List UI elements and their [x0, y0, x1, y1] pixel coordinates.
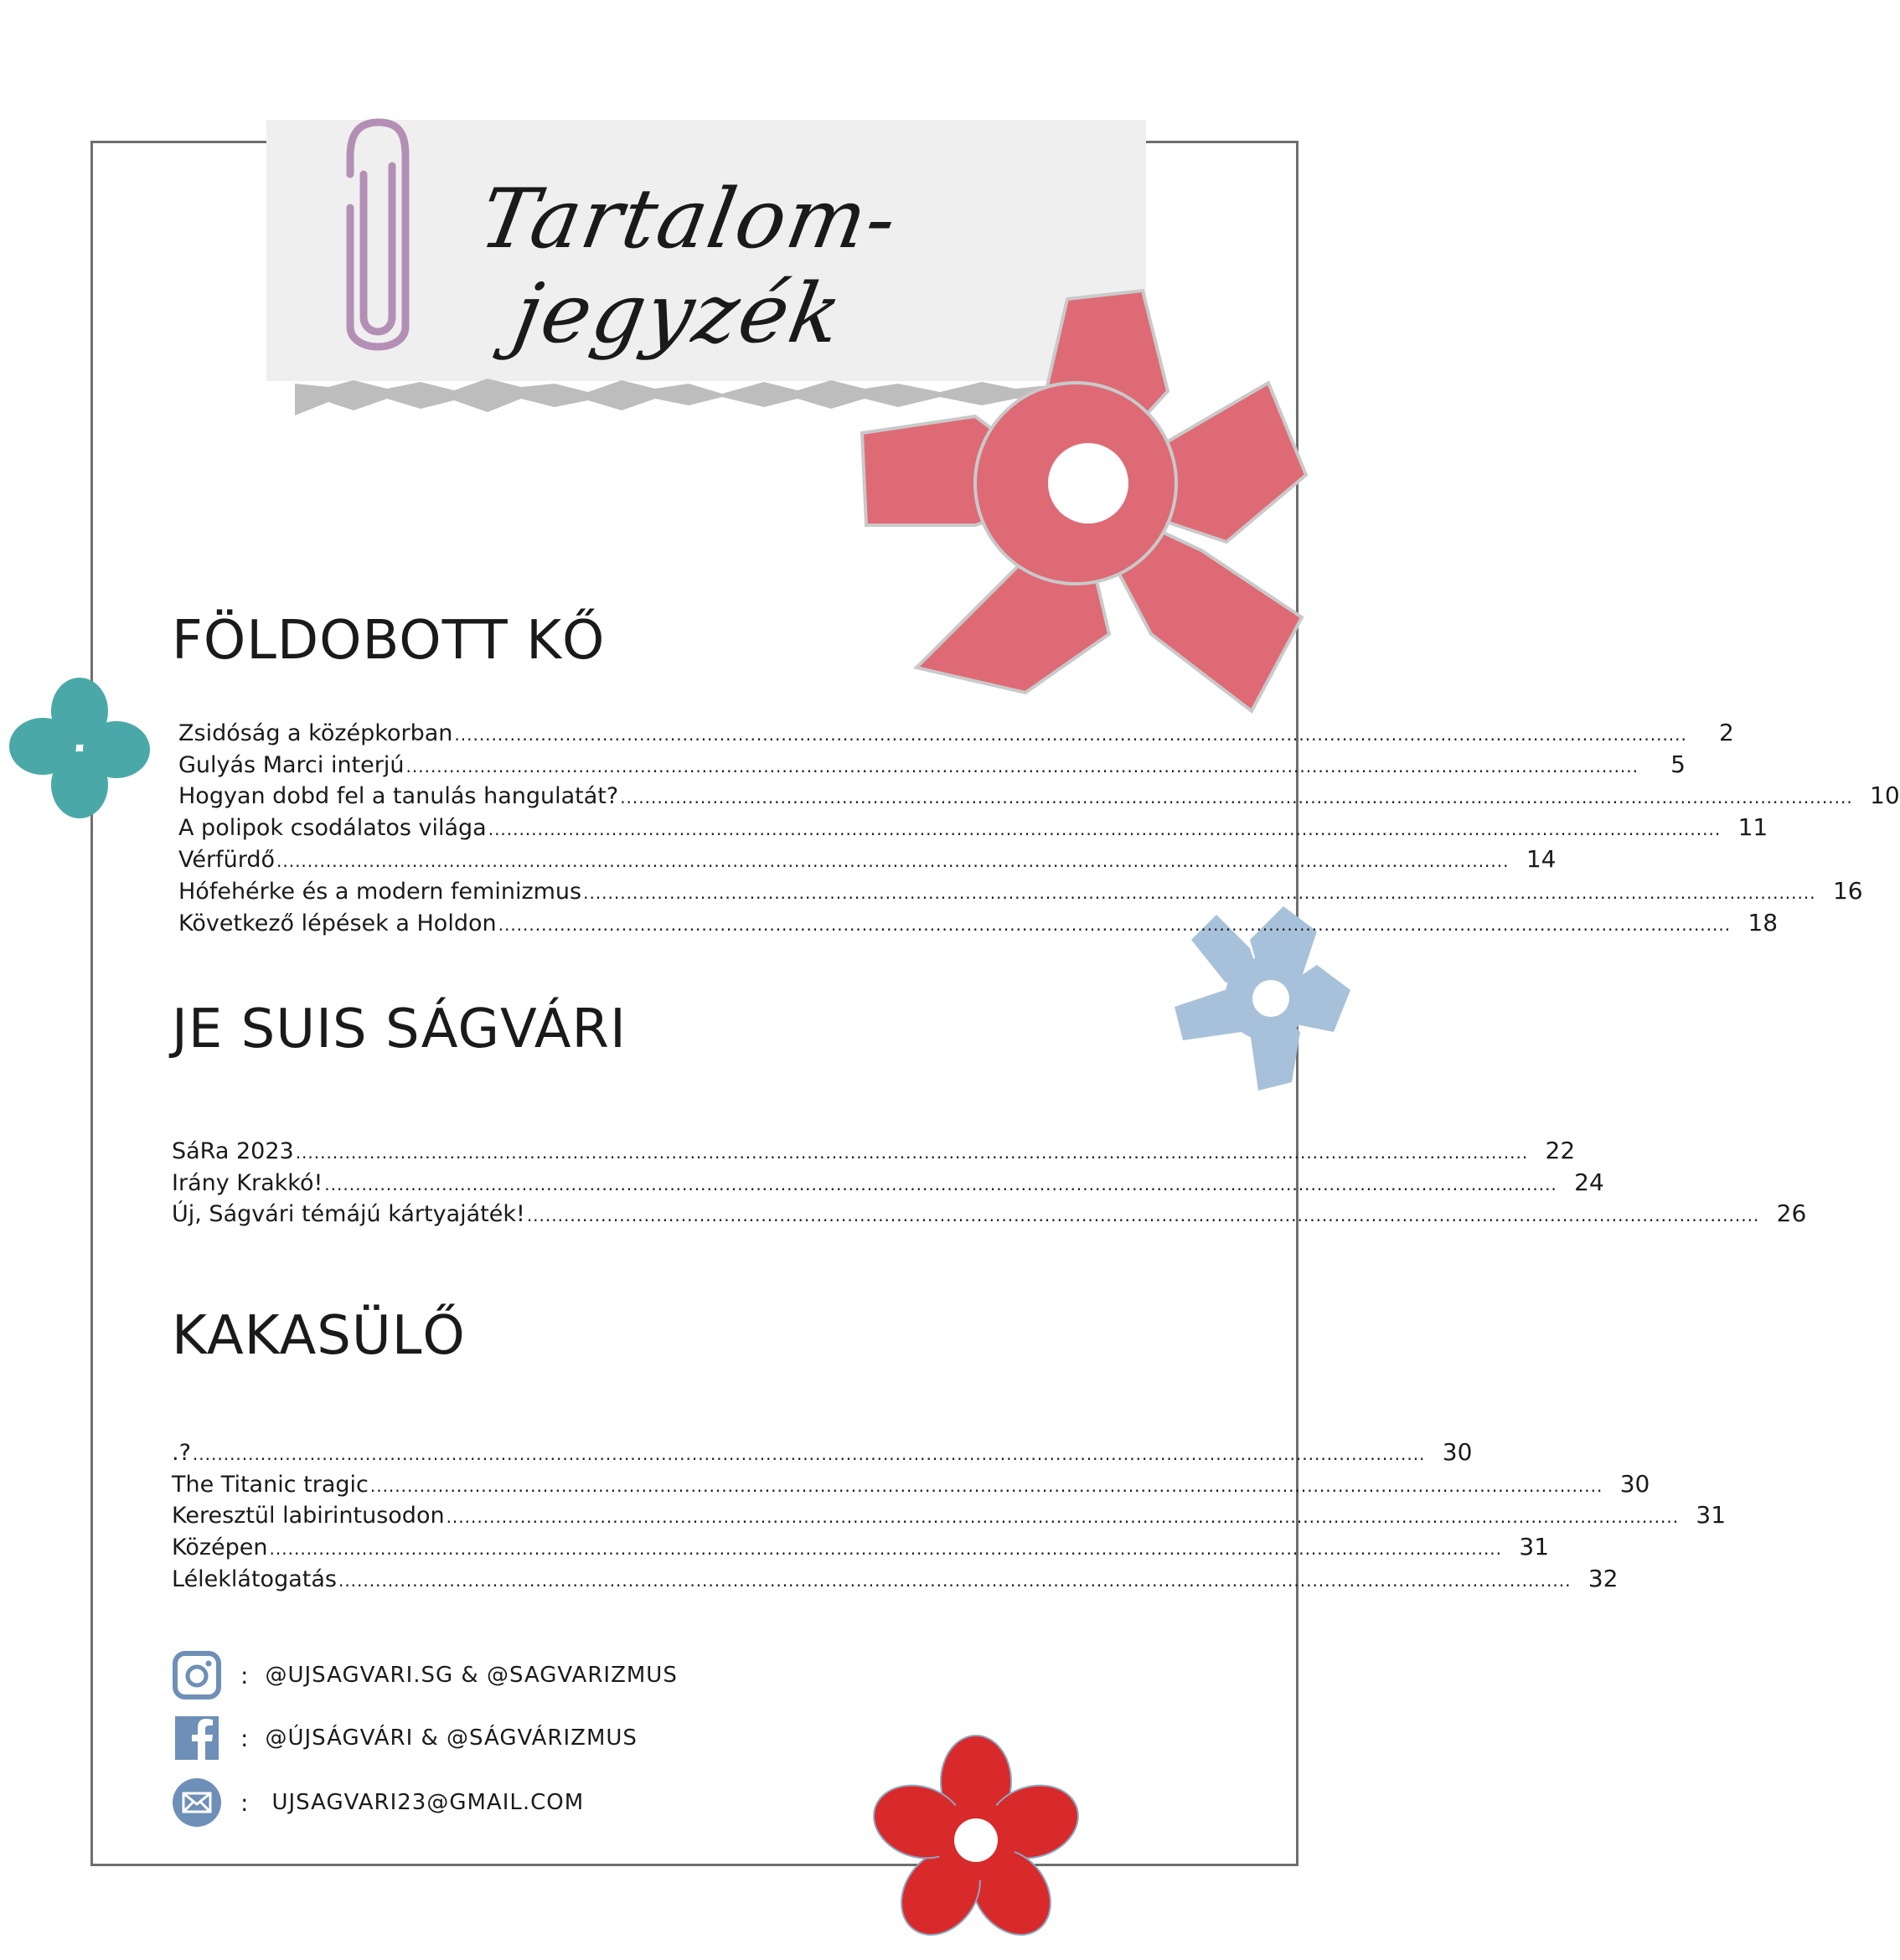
toc-entry-page: 5 — [1670, 750, 1686, 778]
toc-entry[interactable] — [178, 873, 1863, 905]
section-title-foldobott-ko: FÖLDOBOTT KŐ — [172, 610, 606, 672]
toc-entry-title: Gulyás Marci interjú — [178, 751, 405, 778]
contact-email-text: UJSAGVARI23@GMAIL.COM — [271, 1790, 585, 1815]
toc-entry-title: A polipok csodálatos világa — [178, 815, 487, 842]
toc-entry[interactable] — [178, 809, 1768, 842]
mail-icon — [172, 1777, 222, 1828]
contact-facebook[interactable] — [172, 1713, 638, 1763]
toc-entry-title: The Titanic tragic — [172, 1471, 369, 1498]
toc-list-je-suis-sagvari — [172, 1132, 1807, 1228]
toc-entry[interactable] — [172, 1164, 1604, 1196]
toc-entry-page: 10 — [1870, 781, 1900, 810]
page-title-line-2: jegyzék — [506, 266, 850, 362]
toc-entry-title: Léleklátogatás — [172, 1565, 337, 1592]
section-title-je-suis-sagvari: JE SUIS SÁGVÁRI — [172, 998, 627, 1060]
toc-entry[interactable] — [172, 1560, 1619, 1592]
page-title-line-1: Tartalom- — [472, 172, 906, 267]
toc-entry-title: Irány Krakkó! — [172, 1169, 323, 1196]
toc-entry[interactable] — [172, 1498, 1727, 1529]
red-flower-icon — [871, 1736, 1081, 1945]
contact-separator: : — [240, 1788, 249, 1817]
toc-leader-dots: ........................................................................................................................................................................................................ — [583, 882, 1816, 903]
toc-entry-page: 31 — [1696, 1501, 1727, 1529]
contact-separator: : — [240, 1661, 249, 1689]
pink-flower-icon — [848, 272, 1310, 708]
toc-leader-dots: ........................................................................................................................................................................................................ — [324, 1173, 1557, 1194]
teal-flower-icon — [8, 675, 151, 818]
toc-entry-title: Zsidóság a középkorban — [178, 720, 453, 746]
contact-facebook-text: @ÚJSÁGVÁRI & @SÁGVÁRIZMUS — [265, 1725, 638, 1751]
toc-leader-dots: ........................................................................................................................................................................................................ — [488, 819, 1722, 840]
paperclip-icon — [338, 107, 419, 367]
toc-leader-dots: ........................................................................................................................................................................................................ — [369, 1475, 1603, 1496]
toc-entry-title: Vérfürdő — [178, 846, 275, 873]
toc-entry[interactable] — [172, 1132, 1576, 1164]
toc-entry-page: 11 — [1737, 813, 1768, 842]
toc-entry-page: 16 — [1832, 876, 1863, 905]
toc-entry-title: SáRa 2023 — [172, 1137, 294, 1164]
toc-entry-page: 31 — [1519, 1533, 1550, 1561]
toc-entry-title: Középen — [172, 1534, 268, 1561]
section-title-kakasulo: KAKASÜLŐ — [172, 1305, 466, 1367]
toc-entry-page: 2 — [1719, 718, 1734, 746]
toc-entry-page: 24 — [1574, 1168, 1604, 1196]
toc-list-kakasulo — [172, 1434, 1727, 1592]
contact-email[interactable] — [172, 1777, 584, 1828]
toc-leader-dots: ........................................................................................................................................................................................................ — [620, 787, 1853, 808]
toc-leader-dots: ........................................................................................................................................................................................................ — [338, 1570, 1572, 1591]
toc-leader-dots: ........................................................................................................................................................................................................ — [498, 914, 1732, 935]
toc-entry-page: 30 — [1442, 1437, 1473, 1466]
facebook-icon — [172, 1713, 222, 1763]
toc-entry-page: 32 — [1588, 1564, 1619, 1592]
toc-entry[interactable] — [178, 778, 1900, 810]
toc-entry[interactable] — [178, 714, 1734, 746]
toc-entry-title: .? — [172, 1439, 191, 1466]
toc-leader-dots: ........................................................................................................................................................................................................ — [276, 850, 1510, 871]
toc-entry-page: 30 — [1619, 1469, 1650, 1498]
toc-entry-title: Hogyan dobd fel a tanulás hangulatát? — [178, 783, 619, 810]
toc-entry[interactable] — [178, 905, 1779, 936]
toc-entry-title: Keresztül labirintusodon — [172, 1503, 445, 1529]
toc-entry[interactable] — [178, 841, 1557, 873]
toc-entry-page: 22 — [1545, 1136, 1576, 1164]
toc-leader-dots: ........................................................................................................................................................................................................ — [526, 1205, 1760, 1226]
toc-leader-dots: ........................................................................................................................................................................................................ — [446, 1507, 1680, 1528]
toc-entry-page: 18 — [1748, 908, 1779, 936]
toc-leader-dots: ........................................................................................................................................................................................................ — [454, 724, 1687, 745]
toc-leader-dots: ........................................................................................................................................................................................................ — [295, 1142, 1529, 1163]
toc-entry-page: 14 — [1526, 844, 1557, 873]
toc-entry[interactable] — [172, 1529, 1550, 1561]
contact-instagram[interactable] — [172, 1650, 678, 1700]
toc-entry[interactable] — [172, 1434, 1473, 1466]
toc-entry-page: 26 — [1776, 1199, 1807, 1228]
toc-entry[interactable] — [178, 746, 1686, 778]
toc-entry[interactable] — [172, 1466, 1650, 1498]
toc-leader-dots: ........................................................................................................................................................................................................ — [269, 1539, 1503, 1560]
contact-separator: : — [240, 1724, 249, 1752]
toc-leader-dots: ........................................................................................................................................................................................................ — [405, 756, 1639, 776]
toc-entry-title: Következő lépések a Holdon — [178, 910, 497, 936]
toc-entry-title: Új, Ságvári témájú kártyajáték! — [172, 1201, 525, 1228]
instagram-icon — [172, 1650, 222, 1700]
toc-entry-title: Hófehérke és a modern feminizmus — [178, 878, 582, 905]
contact-instagram-text: @UJSAGVARI.SG & @SAGVARIZMUS — [265, 1663, 678, 1688]
toc-leader-dots: ........................................................................................................................................................................................................ — [192, 1443, 1426, 1464]
toc-entry[interactable] — [172, 1196, 1807, 1228]
toc-list-foldobott-ko — [178, 714, 1900, 936]
